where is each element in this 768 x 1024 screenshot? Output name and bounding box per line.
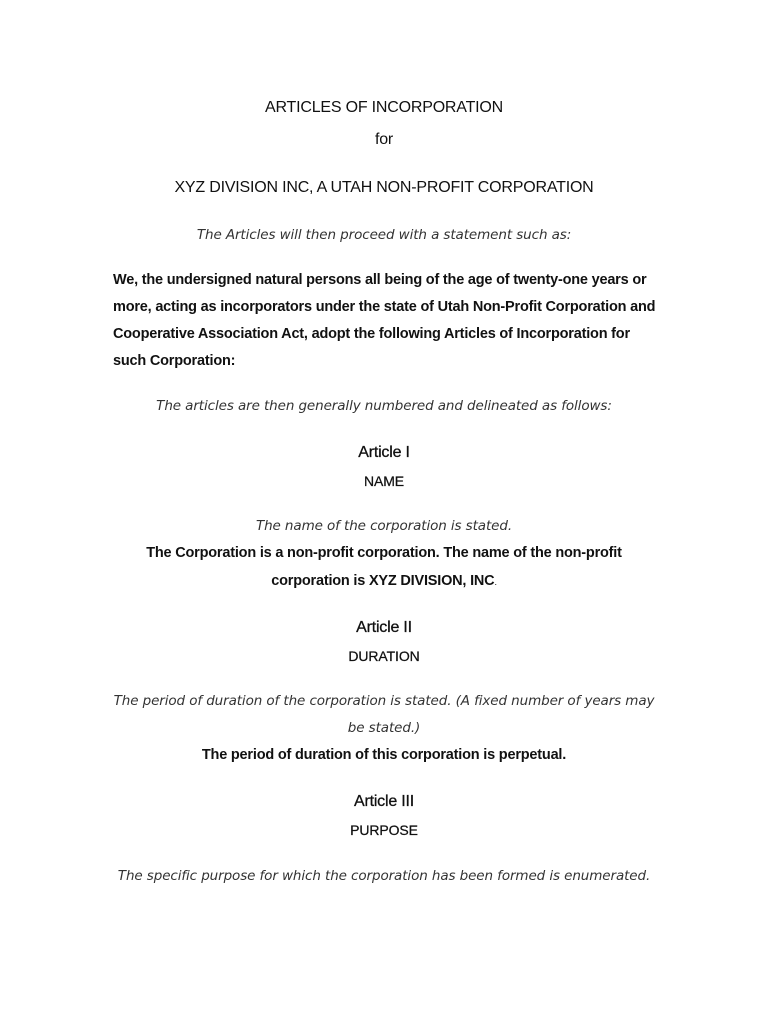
preamble-line: Cooperative Association Act, adopt the following Articles of Incorporation for (113, 326, 630, 342)
article-1-heading: Article I (358, 444, 410, 461)
article-1-note: The name of the corporation is stated. (255, 518, 513, 534)
article-2-heading: Article II (356, 619, 412, 636)
article-1-body-line (0, 573, 768, 589)
articles-note: The articles are then generally numbered and delineated as follows: (156, 398, 612, 414)
article-1-body-line: The Corporation is a non-profit corporation. The name of the non-profit (146, 545, 622, 561)
document-title-for: for (374, 131, 394, 148)
article-2-note-line: be stated.) (347, 720, 421, 736)
article-3-note: The specific purpose for which the corporation has been formed is enumerated. (117, 868, 651, 884)
document-corporation-name: XYZ DIVISION INC, A UTAH NON-PROFIT CORPORATION (174, 179, 594, 196)
article-1-body-period: . (494, 577, 497, 587)
preamble-line: such Corporation: (113, 353, 236, 369)
article-3-subheading: PURPOSE (350, 822, 418, 838)
preamble-line: We, the undersigned natural persons all being of the age of twenty-one years or (113, 272, 647, 288)
article-2-body-line: The period of duration of this corporation is perpetual. (201, 747, 567, 763)
preamble-line: more, acting as incorporators under the state of Utah Non-Profit Corporation and (113, 299, 656, 315)
document-title: ARTICLES OF INCORPORATION (265, 99, 503, 116)
article-2-note-line: The period of duration of the corporation is stated. (A fixed number of years may (113, 693, 655, 709)
article-1-subheading: NAME (363, 473, 405, 489)
article-1-body-text: corporation is XYZ DIVISION, INC (271, 573, 495, 589)
intro-note: The Articles will then proceed with a statement such as: (196, 227, 572, 243)
article-2-subheading: DURATION (348, 648, 420, 664)
article-3-heading: Article III (353, 793, 415, 810)
